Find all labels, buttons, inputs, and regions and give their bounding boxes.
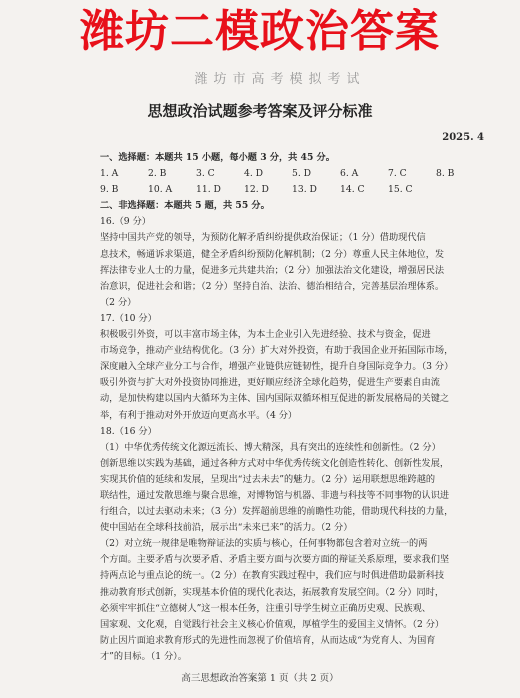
body-line: 国家观、文化观，自觉践行社会主义核心价值观，厚植学生的爱国主义情怀。（2 分）: [100, 618, 445, 630]
answer-body: [100, 214, 490, 665]
body-line: 举，有利于推动对外开放迈向更高水平。（4 分）: [100, 409, 298, 421]
answer-row-1: [100, 166, 490, 182]
body-line: 18.（16 分）: [100, 425, 157, 437]
body-line: （1）中华优秀传统文化源远流长、博大精深，具有突出的连续性和创新性。（2 分）: [100, 441, 441, 453]
answer-item: 13. D: [292, 184, 317, 196]
body-line: （2）对立统一规律是唯物辩证法的实质与核心，任何事物都包含着对立统一的两: [100, 538, 428, 550]
body-line: 使中国站在全球科技前沿，展示出“未来已来”的活力。（2 分）: [100, 522, 353, 534]
answer-item: 8. B: [436, 168, 455, 180]
body-line: 防止因片面追求教育形式的先进性而忽视了价值培育，从而达成“为党育人、为国育: [100, 634, 436, 646]
answer-item: 11. D: [196, 184, 221, 196]
body-line: 吸引外资与扩大对外投资协同推进，更好顺应经济全球化趋势，促进生产要素自由流: [100, 377, 440, 389]
answer-item: 15. C: [388, 184, 413, 196]
body-line: 推动教育形式创新，实现基本价值的现代化表达，拓展教育发展空间。（2 分）同时，: [100, 586, 445, 598]
body-line: 挥法律专业人士的力量，促进多元共建共治；（2 分）加强法治文化建设，增强居民法: [100, 264, 445, 276]
answer-item: 7. C: [388, 168, 407, 180]
body-line: 才”的目标。（1 分）。: [100, 650, 187, 662]
body-line: 动，是加快构建以国内大循环为主体、国内国际双循环相互促进的新发展格局的关键之: [100, 393, 450, 405]
body-line: 16.（9 分）: [100, 216, 151, 228]
answer-item: 2. B: [148, 168, 167, 180]
answer-item: 9. B: [100, 184, 119, 196]
body-line: 坚持中国共产党的领导，为预防化解矛盾纠纷提供政治保证；（1 分）借助现代信: [100, 232, 426, 244]
answer-item: 4. D: [244, 168, 264, 180]
banner-title: 潍坊二模政治答案: [80, 6, 440, 57]
body-line: 治意识，促进社会和谐；（2 分）坚持自治、法治、德治相结合，完善基层治理体系。: [100, 280, 445, 292]
body-line: 必须牢牢抓住“立德树人”这一根本任务，注重引导学生树立正确历史观、民族观、: [100, 602, 431, 614]
body-line: 个方面。主要矛盾与次要矛盾、矛盾主要方面与次要方面的辩证关系原理，要求我们坚: [100, 554, 450, 566]
answer-item: 14. C: [340, 184, 365, 196]
answer-item: 5. D: [292, 168, 312, 180]
answer-content: [100, 150, 490, 665]
body-line: 17.（10 分）: [100, 312, 157, 324]
answer-item: 10. A: [148, 184, 173, 196]
body-line: 深度融入全球产业分工与合作，增强产业链供应链韧性，提升自身国际竞争力。（3 分）: [100, 361, 454, 373]
body-line: （2 分）: [100, 296, 137, 308]
section1-heading: 一、选择题：本题共 15 小题，每小题 3 分，共 45 分。: [100, 152, 335, 163]
watermark-text: 潍坊市高考模拟考试: [194, 72, 366, 87]
body-line: 创新思维以实践为基础，通过各种方式对中华优秀传统文化创造性转化、创新性发展，: [100, 457, 450, 469]
answer-item: 1. A: [100, 168, 119, 180]
answer-item: 12. D: [244, 184, 269, 196]
body-line: 行组合，以过去驱动未来；（3 分）发挥超前思维的前瞻性功能，借助现代科技的力量，: [100, 506, 454, 518]
body-line: 积极吸引外资，可以丰富市场主体，为本土企业引入先进经验、技术与资金，促进: [100, 329, 431, 341]
body-line: 息技术，畅通诉求渠道，健全矛盾纠纷预防化解机制；（2 分）尊重人民主体地位，发: [100, 248, 445, 260]
document-title: 思想政治试题参考答案及评分标准: [147, 102, 373, 120]
answer-row-2: [100, 182, 490, 198]
body-line: 联结性，通过发散思维与聚合思维，对博物馆与机器、非遗与科技等不同事物的认识进: [100, 489, 450, 501]
body-line: 市场竞争，推动产业结构优化。（3 分）扩大对外投资，有助于我国企业开拓国际市场，: [100, 345, 454, 357]
body-line: 持两点论与重点论的统一。（2 分）在教育实践过程中，我们应与时俱进借助最新科技: [100, 570, 445, 582]
page-footer: 高三思想政治答案第 1 页（共 2 页）: [181, 673, 339, 684]
body-line: 实现其价值的延续和发展，呈现出“过去未去”的魅力。（2 分）运用联想思维跨越的: [100, 473, 436, 485]
section2-heading: 二、非选择题：本题共 5 题，共 55 分。: [100, 200, 270, 212]
answer-item: 3. C: [196, 168, 215, 180]
answer-item: 6. A: [340, 168, 359, 180]
document-date: 2025. 4: [442, 132, 484, 143]
